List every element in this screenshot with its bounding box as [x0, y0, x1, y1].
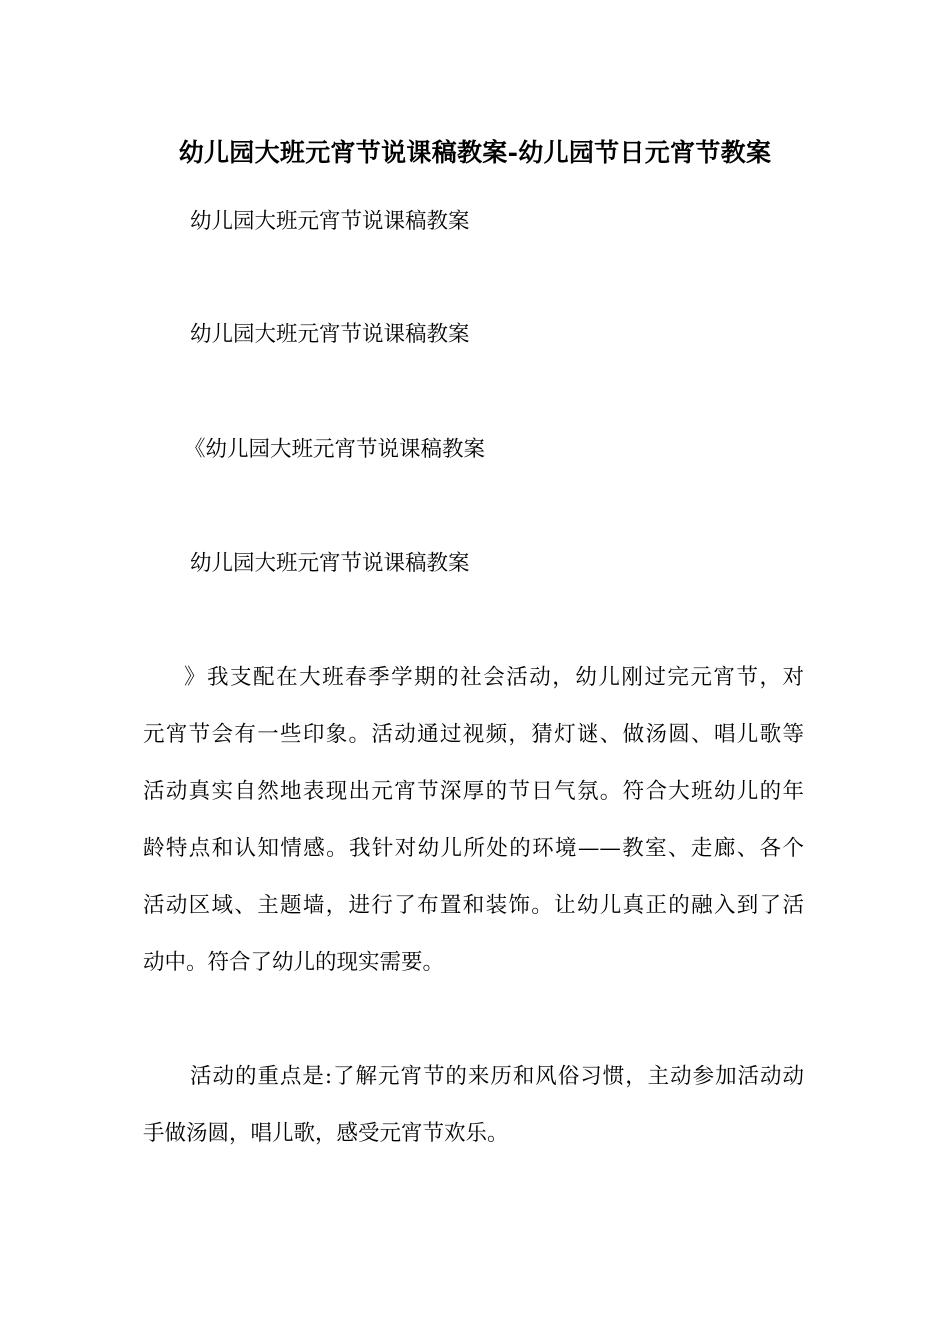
subheading-1: 幼儿园大班元宵节说课稿教案	[190, 209, 470, 234]
paragraph-line: 》我支配在大班春季学期的社会活动，幼儿刚过完元宵节，对	[184, 665, 804, 690]
paragraph-line: 活动区域、主题墙，进行了布置和装饰。让幼儿真正的融入到了活	[143, 893, 804, 918]
subheading-4: 幼儿园大班元宵节说课稿教案	[190, 551, 470, 576]
paragraph-line: 活动的重点是:了解元宵节的来历和风俗习惯，主动参加活动动	[190, 1064, 804, 1089]
paragraph-line: 动中。符合了幼儿的现实需要。	[143, 950, 445, 975]
subheading-3: 《幼儿园大班元宵节说课稿教案	[184, 437, 486, 462]
paragraph-line: 活动真实自然地表现出元宵节深厚的节日气氛。符合大班幼儿的年	[143, 779, 804, 804]
document-title: 幼儿园大班元宵节说课稿教案-幼儿园节日元宵节教案	[178, 138, 772, 167]
subheading-2: 幼儿园大班元宵节说课稿教案	[190, 322, 470, 347]
paragraph-line: 龄特点和认知情感。我针对幼儿所处的环境——教室、走廊、各个	[143, 836, 804, 861]
paragraph-line: 元宵节会有一些印象。活动通过视频，猜灯谜、做汤圆、唱儿歌等	[143, 722, 804, 747]
paragraph-line: 手做汤圆，唱儿歌，感受元宵节欢乐。	[143, 1121, 509, 1146]
